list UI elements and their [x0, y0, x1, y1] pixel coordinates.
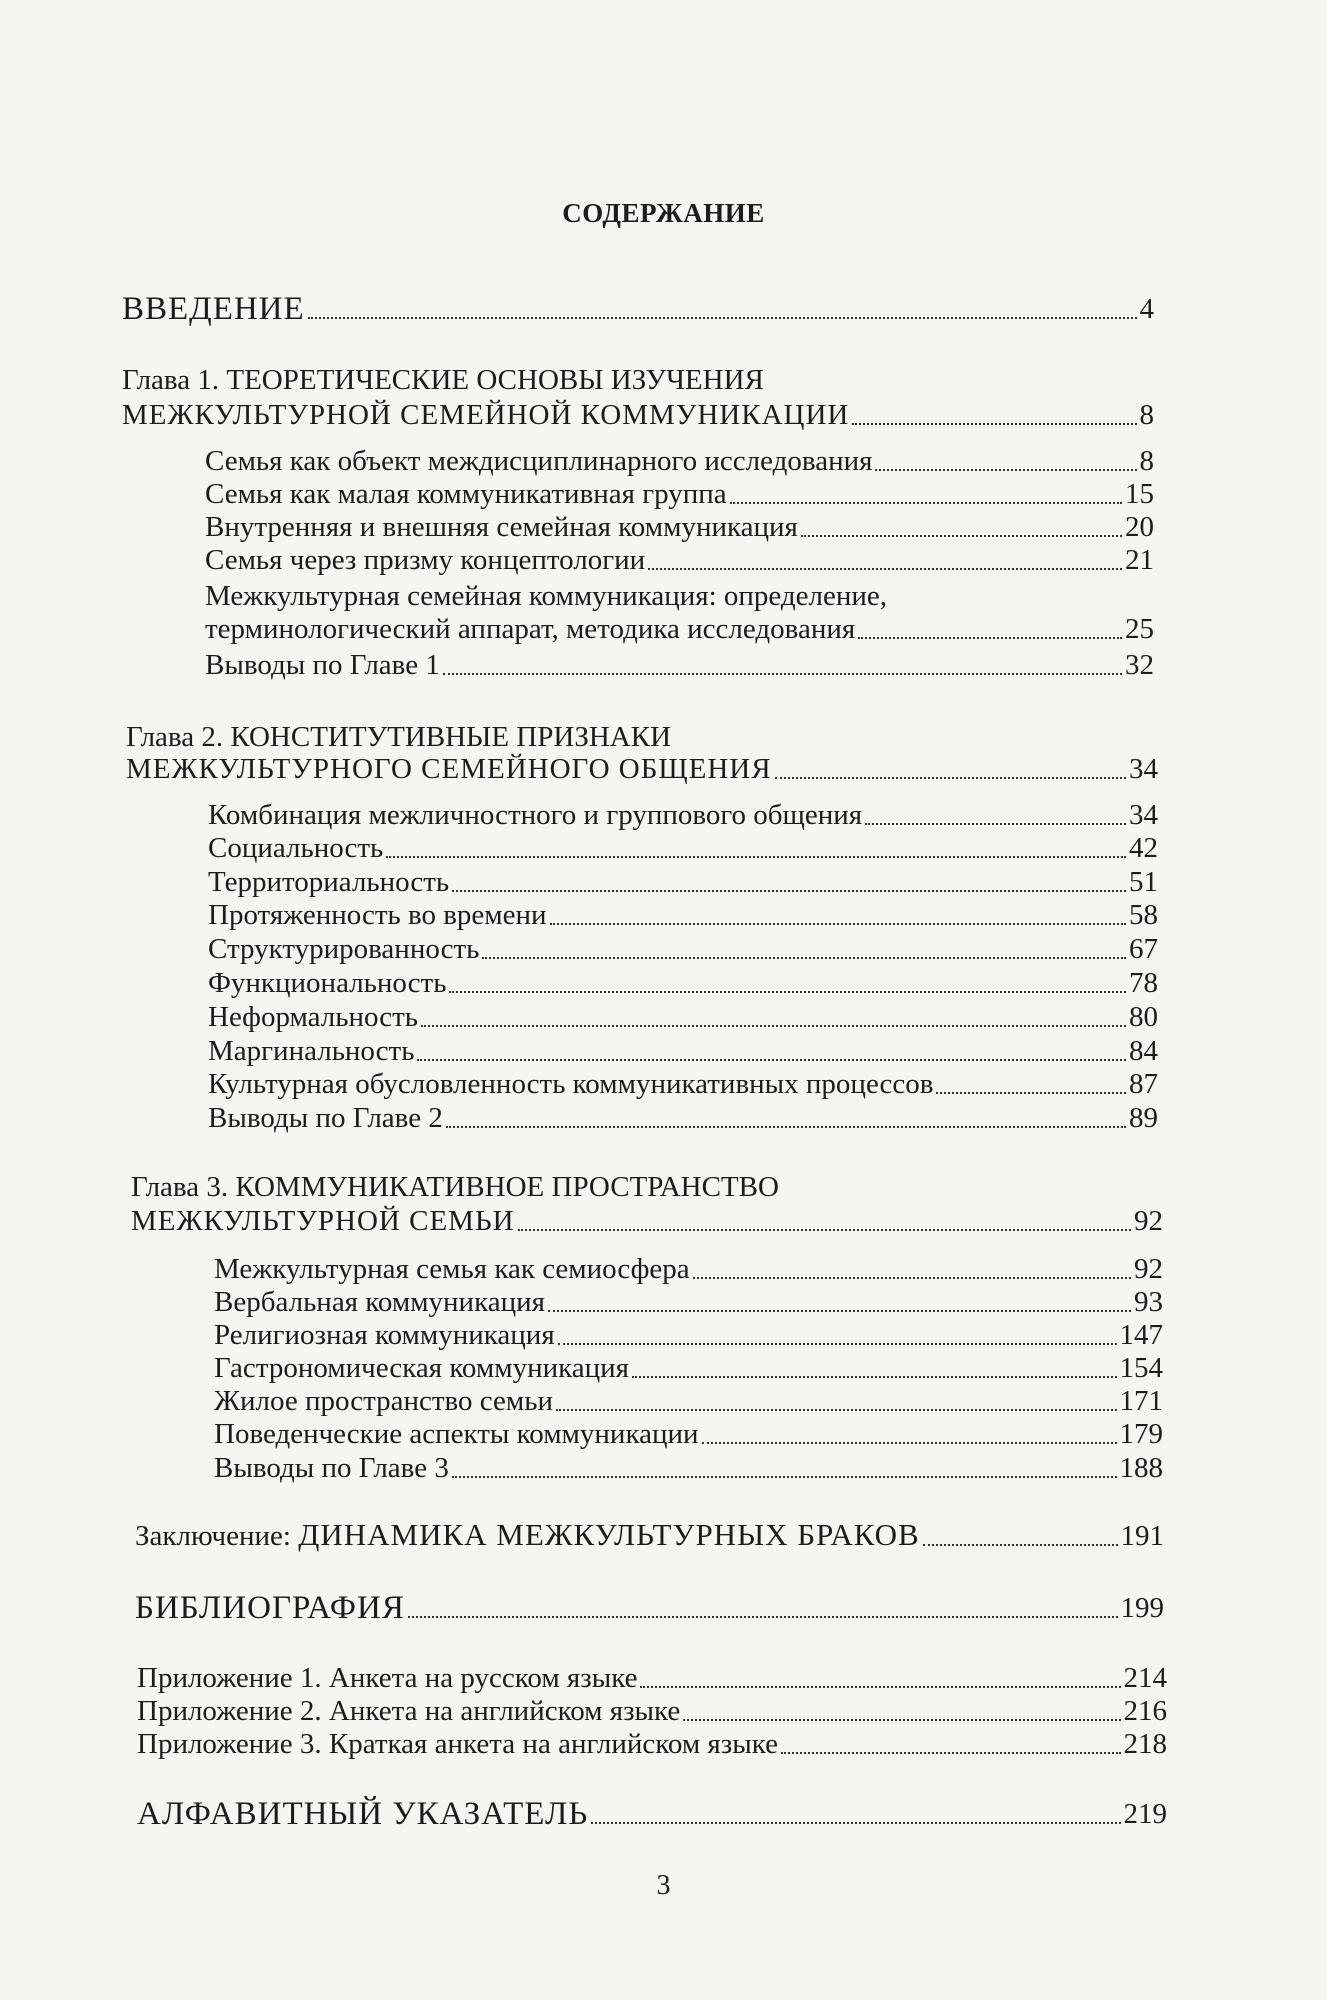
toc-entry-text: Вербальная коммуникация: [214, 1286, 545, 1318]
dot-leader: [443, 672, 1122, 675]
dot-leader: [852, 422, 1136, 425]
page-title: СОДЕРЖАНИЕ: [562, 198, 765, 228]
dot-leader: [548, 1309, 1131, 1312]
toc-entry[interactable]: [208, 1101, 1158, 1135]
dot-leader: [550, 922, 1126, 925]
toc-entry-text: Выводы по Главе 1: [205, 649, 440, 681]
dot-leader: [801, 534, 1122, 537]
toc-entry-text: Гастрономическая коммуникация: [214, 1352, 630, 1384]
toc-entry[interactable]: [214, 1451, 1163, 1485]
toc-page-number: 51: [1129, 866, 1158, 898]
toc-entry-text: Религиозная коммуникация: [214, 1319, 555, 1351]
toc-entry[interactable]: [214, 1384, 1163, 1418]
dot-leader: [875, 468, 1136, 471]
dot-leader: [482, 956, 1126, 959]
toc-entry-text: МЕЖКУЛЬТУРНОГО СЕМЕЙНОГО ОБЩЕНИЯ: [126, 753, 772, 785]
toc-entry[interactable]: [205, 648, 1154, 682]
toc-entry-chapter-2[interactable]: [126, 752, 1158, 786]
chapter-3-heading: Глава 3. КОММУНИКАТИВНОЕ ПРОСТРАНСТВО: [131, 1171, 779, 1203]
toc-page-number: 34: [1129, 799, 1158, 831]
toc-page-number: 87: [1129, 1068, 1158, 1100]
toc-entry-appendix-2[interactable]: [137, 1694, 1167, 1728]
dot-leader: [693, 1276, 1131, 1279]
toc-page-number: 25: [1125, 613, 1154, 645]
dot-leader: [591, 1821, 1120, 1824]
toc-page-number: 80: [1129, 1001, 1158, 1033]
toc-entry[interactable]: [205, 543, 1154, 577]
toc-page-number: 84: [1129, 1035, 1158, 1067]
toc-entry[interactable]: [208, 966, 1158, 1000]
toc-entry-text: Протяженность во времени: [208, 899, 547, 931]
toc-entry-text: Межкультурная семья как семиосфера: [214, 1253, 690, 1285]
toc-entry[interactable]: [208, 1034, 1158, 1068]
dot-leader: [702, 1441, 1117, 1444]
dot-leader: [421, 1024, 1126, 1027]
toc-entry-text: Межкультурная семейная коммуникация: определение,: [205, 580, 888, 612]
toc-entry-text: Приложение 3. Краткая анкета на английском языке: [137, 1728, 778, 1760]
toc-entry-text: Семья как объект междисциплинарного исследования: [205, 445, 873, 477]
dot-leader: [558, 1342, 1117, 1345]
toc-page-number: 92: [1134, 1205, 1163, 1237]
toc-entry-text: Приложение 1. Анкета на русском языке: [137, 1662, 638, 1694]
toc-page-number: 147: [1119, 1319, 1163, 1351]
dot-leader: [446, 1125, 1126, 1128]
dot-leader: [452, 889, 1126, 892]
toc-entry[interactable]: [214, 1351, 1163, 1385]
toc-page-number: 214: [1123, 1662, 1167, 1694]
toc-entry-text: АЛФАВИТНЫЙ УКАЗАТЕЛЬ: [137, 1796, 589, 1832]
toc-page-number: 67: [1129, 933, 1158, 965]
page-number: 3: [656, 1870, 671, 1901]
toc-page-number: 89: [1129, 1102, 1158, 1134]
toc-entry[interactable]: [205, 477, 1154, 511]
toc-page-number: 34: [1129, 753, 1158, 785]
toc-entry[interactable]: [214, 1252, 1163, 1286]
toc-entry-text: МЕЖКУЛЬТУРНОЙ СЕМЕЙНОЙ КОММУНИКАЦИИ: [122, 399, 850, 431]
toc-entry-conclusion[interactable]: [135, 1518, 1164, 1553]
toc-page-number: 179: [1119, 1418, 1163, 1450]
toc-page-number: 171: [1119, 1385, 1163, 1417]
toc-entry-text: ВВЕДЕНИЕ: [122, 291, 305, 327]
toc-entry[interactable]: [208, 898, 1158, 932]
toc-page-number: 188: [1119, 1452, 1163, 1484]
dot-leader: [858, 636, 1122, 639]
toc-page-number: 191: [1120, 1520, 1164, 1552]
toc-entry[interactable]: [208, 831, 1158, 865]
toc-page-number: 15: [1125, 478, 1154, 510]
toc-entry-index[interactable]: [137, 1797, 1167, 1831]
dot-leader: [386, 855, 1126, 858]
toc-page-number: 78: [1129, 967, 1158, 999]
dot-leader: [775, 776, 1126, 779]
toc-entry-text: Выводы по Главе 3: [214, 1452, 449, 1484]
toc-entry[interactable]: [208, 865, 1158, 899]
toc-entry-text: Маргинальность: [208, 1035, 415, 1067]
dot-leader: [683, 1718, 1120, 1721]
toc-entry-text: БИБЛИОГРАФИЯ: [135, 1590, 405, 1626]
toc-entry[interactable]: [205, 510, 1154, 544]
toc-entry-appendix-3[interactable]: [137, 1727, 1167, 1761]
dot-leader: [308, 316, 1137, 319]
toc-entry-text: Семья как малая коммуникативная группа: [205, 478, 727, 510]
dot-leader: [417, 1058, 1126, 1061]
dot-leader: [640, 1685, 1120, 1688]
toc-page-number: 216: [1123, 1695, 1167, 1727]
toc-entry-text: Функциональность: [208, 967, 447, 999]
dot-leader: [518, 1228, 1131, 1231]
toc-entry-text: Жилое пространство семьи: [214, 1385, 553, 1417]
toc-entry[interactable]: [205, 612, 1154, 646]
toc-page-number: 32: [1125, 649, 1154, 681]
dot-leader: [452, 1475, 1117, 1478]
toc-entry-text: Приложение 2. Анкета на английском языке: [137, 1695, 681, 1727]
toc-entry[interactable]: [208, 1067, 1158, 1101]
toc-entry-text: Семья через призму концептологии: [205, 544, 646, 576]
toc-entry[interactable]: [214, 1285, 1163, 1319]
chapter-1-heading: Глава 1. ТЕОРЕТИЧЕСКИЕ ОСНОВЫ ИЗУЧЕНИЯ: [122, 364, 764, 396]
toc-entry[interactable]: [208, 932, 1158, 966]
dot-leader: [923, 1543, 1118, 1546]
toc-page-number: 8: [1139, 445, 1154, 477]
toc-entry-text: Структурированность: [208, 933, 480, 965]
chapter-2-heading: Глава 2. КОНСТИТУТИВНЫЕ ПРИЗНАКИ: [126, 721, 672, 753]
toc-entry-introduction[interactable]: [122, 292, 1154, 326]
toc-entry[interactable]: [214, 1318, 1163, 1352]
toc-entry-text: Территориальность: [208, 866, 450, 898]
toc-entry[interactable]: [205, 444, 1154, 478]
dot-leader: [781, 1751, 1121, 1754]
dot-leader: [556, 1408, 1117, 1411]
toc-page-number: 199: [1120, 1592, 1164, 1624]
toc-page-number: 92: [1134, 1253, 1163, 1285]
toc-page-number: 20: [1125, 511, 1154, 543]
toc-entry-text: Неформальность: [208, 1001, 419, 1033]
dot-leader: [632, 1375, 1116, 1378]
toc-entry-text: Культурная обусловленность коммуникативных процессов: [208, 1068, 934, 1100]
toc-page-number: 4: [1139, 293, 1154, 325]
toc-entry-text: терминологический аппарат, методика исследования: [205, 613, 856, 645]
toc-entry[interactable]: [208, 798, 1158, 832]
toc-page-number: 218: [1123, 1728, 1167, 1760]
toc-entry[interactable]: [208, 1000, 1158, 1034]
toc-page-number: 42: [1129, 832, 1158, 864]
dot-leader: [865, 822, 1126, 825]
toc-entry-text: Социальность: [208, 832, 384, 864]
toc-page-number: 58: [1129, 899, 1158, 931]
toc-entry-text: МЕЖКУЛЬТУРНОЙ СЕМЬИ: [131, 1205, 515, 1237]
dot-leader: [449, 990, 1126, 993]
dot-leader: [648, 567, 1122, 570]
toc-entry-chapter-1[interactable]: [122, 398, 1154, 432]
toc-entry-text: Поведенческие аспекты коммуникации: [214, 1418, 699, 1450]
dot-leader: [408, 1615, 1118, 1618]
toc-page-number: 8: [1139, 399, 1154, 431]
toc-entry-bibliography[interactable]: [135, 1591, 1164, 1625]
toc-entry-text: Выводы по Главе 2: [208, 1102, 443, 1134]
toc-page-number: 93: [1134, 1286, 1163, 1318]
toc-page-number: 21: [1125, 544, 1154, 576]
toc-entry-text: Комбинация межличностного и группового общения: [208, 799, 863, 831]
toc-entry-text: Внутренняя и внешняя семейная коммуникация: [205, 511, 798, 543]
toc-entry[interactable]: [214, 1417, 1163, 1451]
toc-entry-text: Заключение: ДИНАМИКА МЕЖКУЛЬТУРНЫХ БРАКОВ: [135, 1517, 920, 1552]
toc-page-number: 154: [1119, 1352, 1163, 1384]
dot-leader: [730, 501, 1122, 504]
toc-page-number: 219: [1123, 1798, 1167, 1830]
toc-entry-appendix-1[interactable]: [137, 1661, 1167, 1695]
toc-entry-chapter-3[interactable]: [131, 1204, 1163, 1238]
dot-leader: [936, 1091, 1126, 1094]
